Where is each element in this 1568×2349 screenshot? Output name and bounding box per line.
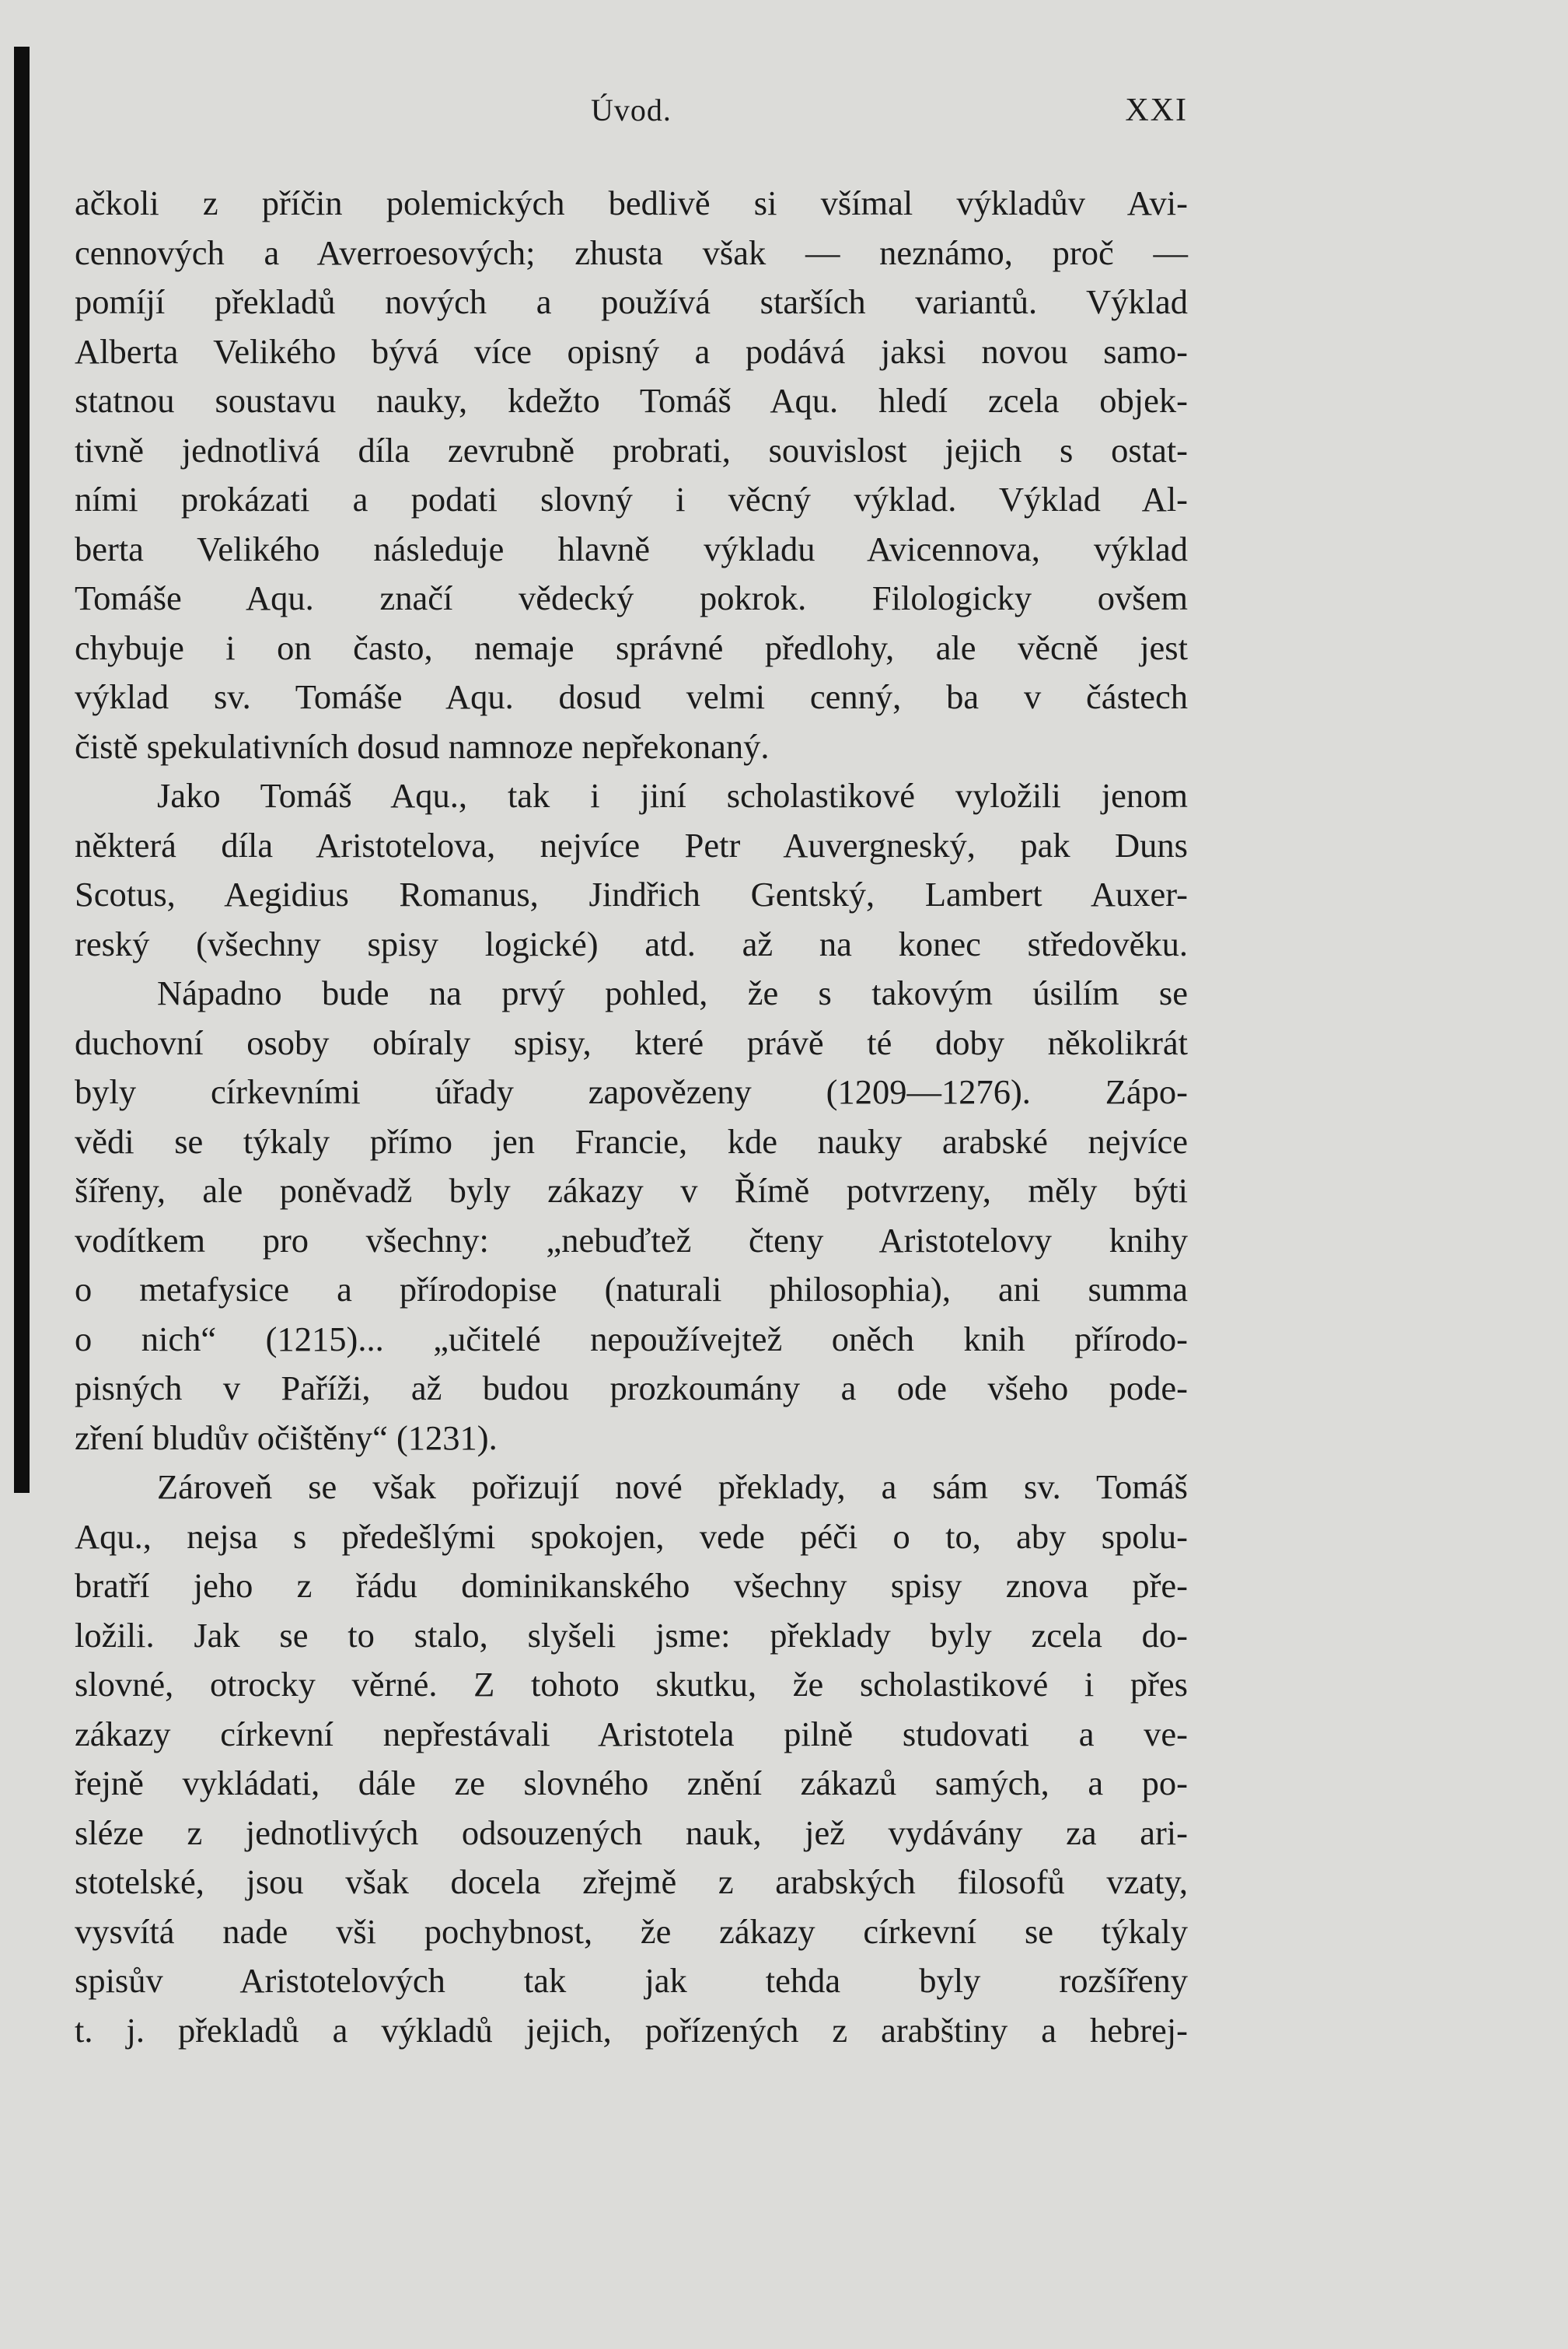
text-line: stotelské, jsou však docela zřejmě z arabských filosofů vzaty, (75, 1862, 1188, 1901)
text-line: ačkoli z příčin polemických bedlivě si všímal výkladův Avi- (75, 184, 1188, 222)
text-line: šířeny, ale poněvadž byly zákazy v Římě potvrzeny, měly býti (75, 1171, 1188, 1210)
text-line: Aqu., nejsa s předešlými spokojen, vede péči o to, aby spolu- (75, 1516, 1188, 1556)
text-line: vodítkem pro všechny: „nebuďtež čteny Aristotelovy knihy (75, 1220, 1188, 1260)
text-line: slovné, otrocky věrné. Z tohoto skutku, že scholastikové i přes (75, 1665, 1188, 1704)
text-line: ložili. Jak se to stalo, slyšeli jsme: překlady byly zcela do- (75, 1615, 1188, 1655)
text-line: t. j. překladů a výkladů jejich, pořízených z arabštiny a hebrej- (75, 2010, 1188, 2050)
text-line: vysvítá nade vši pochybnost, že zákazy církevní se týkaly (75, 1911, 1188, 1951)
text-line: bratří jeho z řádu dominikanského všechny spisy znova pře- (75, 1566, 1188, 1605)
text-line: reský (všechny spisy logické) atd. až na konec středověku. (75, 924, 1188, 963)
page-number: XXI (1125, 93, 1188, 128)
text-line: duchovní osoby obíraly spisy, které právě té doby několikrát (75, 1022, 1188, 1062)
body-text (75, 179, 1188, 2055)
text-line: výklad sv. Tomáše Aqu. dosud velmi cenný, ba v částech (75, 677, 1188, 716)
text-line: pomíjí překladů nových a používá starších variantů. Výklad (75, 282, 1188, 321)
text-line: Alberta Velikého bývá více opisný a podává jaksi novou samo- (75, 331, 1188, 371)
text-line: statnou soustavu nauky, kdežto Tomáš Aqu. hledí zcela objek- (75, 381, 1188, 420)
text-line: tivně jednotlivá díla zevrubně probrati, souvislost jejich s ostat- (75, 430, 1188, 470)
text-line: cennových a Averroesových; zhusta však — neznámo, proč — (75, 232, 1188, 272)
text-line: Zároveň se však pořizují nové překlady, a sám sv. Tomáš (157, 1467, 1188, 1506)
text-line: čistě spekulativních dosud namnoze nepřekonaný. (75, 726, 770, 766)
text-line: sléze z jednotlivých odsouzených nauk, jež vydávány za ari- (75, 1812, 1188, 1852)
text-line: Scotus, Aegidius Romanus, Jindřich Gentský, Lambert Auxer- (75, 875, 1188, 914)
running-head: Úvod. (591, 93, 672, 128)
text-line: Tomáše Aqu. značí vědecký pokrok. Filologicky ovšem (75, 579, 1188, 617)
text-line: Jako Tomáš Aqu., tak i jiní scholastikové vyložili jenom (157, 776, 1188, 815)
text-line: vědi se týkaly přímo jen Francie, kde nauky arabské nejvíce (75, 1121, 1188, 1161)
text-line: berta Velikého následuje hlavně výkladu Avicennova, výklad (75, 529, 1188, 568)
text-line: o metafysice a přírodopise (naturali philosophia), ani summa (75, 1270, 1188, 1309)
text-line: zákazy církevní nepřestávali Aristotela pilně studovati a ve- (75, 1714, 1188, 1753)
text-line: byly církevními úřady zapovězeny (1209—1276). Zápo- (75, 1072, 1188, 1111)
page-header (75, 92, 1188, 138)
text-line: o nich“ (1215)... „učitelé nepoužívejtež oněch knih přírodo- (75, 1319, 1188, 1358)
text-line: zření bludův očištěny“ (1231). (75, 1417, 498, 1457)
binding-shadow (14, 47, 30, 1493)
text-line: chybuje i on často, nemaje správné předlohy, ale věcně jest (75, 627, 1188, 667)
text-line: spisův Aristotelových tak jak tehda byly rozšířeny (75, 1961, 1188, 2000)
text-line: pisných v Paříži, až budou prozkoumány a ode všeho pode- (75, 1369, 1188, 1407)
text-line: ními prokázati a podati slovný i věcný výklad. Výklad Al- (75, 480, 1188, 519)
text-line: Nápadno bude na prvý pohled, že s takovým úsilím se (157, 974, 1188, 1012)
text-line: některá díla Aristotelova, nejvíce Petr Auvergneský, pak Duns (75, 825, 1188, 865)
text-line: řejně vykládati, dále ze slovného znění zákazů samých, a po- (75, 1763, 1188, 1802)
